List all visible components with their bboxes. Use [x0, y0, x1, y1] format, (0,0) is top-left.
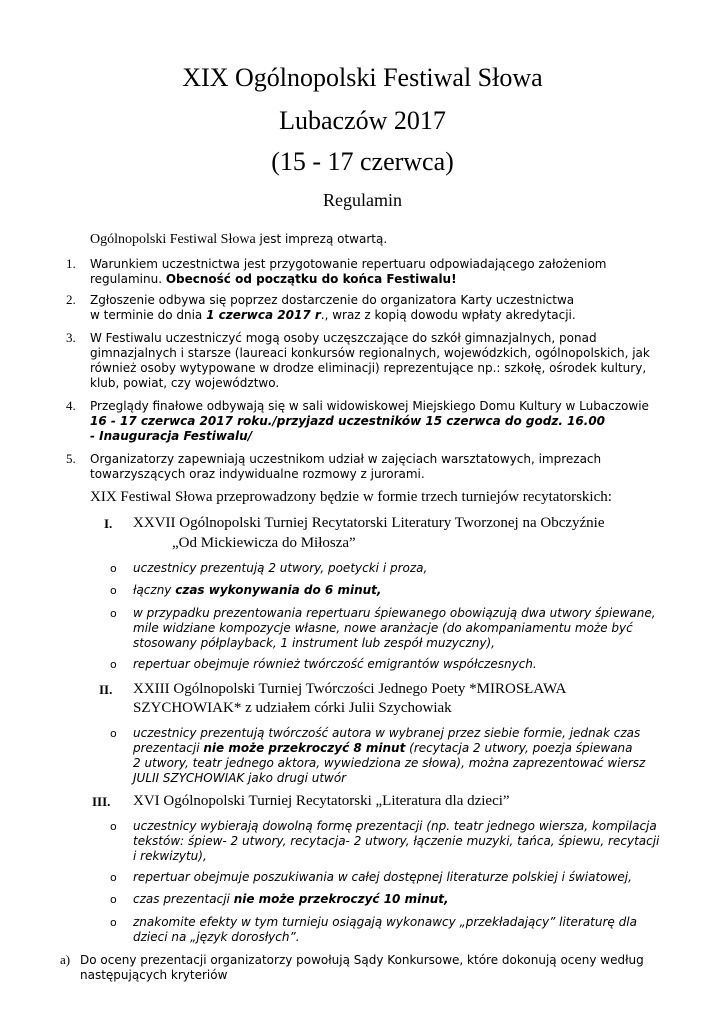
final-line-1: Do oceny prezentacji organizatorzy powołują Sądy Konkursowe, które dokonują oceny według: [80, 953, 644, 967]
rule-3-line-3: również osoby wytypowane w drodze eliminacji) reprezentujące np.: szkołę, ośrodek kultury,: [90, 361, 647, 375]
festival-name: XIX Festiwal Słowa: [90, 489, 213, 505]
s1-bullet-3-line-1: w przypadku prezentowania repertuaru śpiewanego obowiązują dwa utwory śpiewane,: [133, 606, 656, 620]
s1-bullet-4: repertuar obejmuje również twórczość emigrantów współczesnych.: [133, 657, 537, 671]
rule-3-line-2: gimnazjalnych i starsze (laureaci konkursów regionalnych, wojewódzkich, ogólnopolskich, jak: [90, 346, 650, 360]
subtitle: Regulamin: [323, 190, 402, 210]
s3-bullet-1-line-2: tekstów: śpiew- 2 utwory, recytacja- 2 utwory, łączenie muzyki, tańca, śpiewu, recytacji: [133, 834, 660, 848]
s3-bullet-3: czas prezentacji nie może przekroczyć 10 minut,: [133, 892, 449, 906]
section-1-title-line-2: „Od Mickiewicza do Miłosza”: [172, 535, 356, 551]
title-line-1: XIX Ogólnopolski Festiwal Słowa: [182, 63, 543, 92]
s1-bullet-1: uczestnicy prezentują 2 utwory, poetycki i proza,: [133, 561, 428, 575]
intro-festival-name: Ogólnopolski Festiwal Słowa: [90, 232, 256, 247]
rule-3-line-4: klub, powiat, czy województwo.: [90, 376, 280, 390]
s3-bullet-4-line-2: dzieci na „język dorosłych”.: [133, 930, 300, 944]
section-numeral: II.: [99, 682, 113, 697]
festival-rest: przeprowadzony będzie w formie trzech turniejów recytatorskich:: [212, 489, 612, 505]
rule-5-line-1: Organizatorzy zapewniają uczestnikom udział w zajęciach warsztatowych, imprezach: [90, 452, 602, 466]
section-numeral: I.: [104, 516, 113, 531]
rule-1-line-1: Warunkiem uczestnictwa jest przygotowanie repertuaru odpowiadającego założeniom: [90, 257, 607, 271]
bullet-icon: o: [110, 584, 117, 597]
s2-line-2: prezentacji nie może przekroczyć 8 minut (recytacja 2 utwory, poezja śpiewana: [133, 741, 633, 755]
bullet-icon: o: [110, 607, 117, 620]
rule-4-line-1: Przeglądy finałowe odbywają się w sali widowiskowej Miejskiego Domu Kultury w Lubaczowie: [90, 399, 649, 413]
rule-number: 2.: [66, 292, 76, 307]
s2-line-3: 2 utwory, teatr jednego aktora, wywiedziona ze słowa), można zaprezentować wiersz: [133, 756, 646, 770]
s1-bullet-3-line-2: mile widziane kompozycje własne, nowe aranżacje (do akompaniamentu może być: [133, 621, 633, 635]
title-line-3: (15 - 17 czerwca): [271, 147, 454, 176]
rule-number: 1.: [66, 256, 76, 271]
s1-bullet-3-line-3: stosowany półplayback, 1 instrument lub zespół muzyczny),: [133, 636, 495, 650]
bullet-icon: o: [110, 562, 117, 575]
intro-line: [90, 230, 387, 248]
rule-1-line-2: regulaminu. Obecność od początku do końca Festiwalu!: [90, 272, 457, 286]
bullet-icon: o: [110, 727, 117, 740]
s3-bullet-1-line-3: i rekwizytu),: [133, 849, 207, 863]
bullet-icon: o: [110, 871, 117, 884]
section-2-title-line-2: SZYCHOWIAK* z udziałem córki Julii Szychowiak: [133, 700, 452, 716]
rule-number: 3.: [66, 330, 76, 345]
s3-bullet-2: repertuar obejmuje poszukiwania w całej dostępnej literaturze polskiej i światowej,: [133, 870, 632, 884]
section-3-title: XVI Ogólnopolski Turniej Recytatorski „Literatura dla dzieci”: [133, 793, 510, 809]
rule-number: 5.: [66, 451, 76, 466]
s1-bullet-2: łączny czas wykonywania do 6 minut,: [133, 583, 382, 597]
s2-line-4: JULII SZYCHOWIAK jako drugi utwór: [133, 771, 347, 785]
s2-line-1: uczestnicy prezentują twórczość autora w wybranej przez siebie formie, jednak czas: [133, 726, 641, 740]
bullet-icon: o: [110, 893, 117, 906]
festival-line: [90, 489, 612, 506]
bullet-icon: o: [110, 820, 117, 833]
rule-3-line-1: W Festiwalu uczestniczyć mogą osoby uczęszczające do szkół gimnazjalnych, ponad: [90, 331, 597, 345]
section-numeral: III.: [92, 794, 111, 809]
section-2-title-line-1: XXIII Ogólnopolski Turniej Twórczości Jednego Poety *MIROSŁAWA: [133, 681, 567, 697]
rule-4-line-2: 16 - 17 czerwca 2017 roku./przyjazd uczestników 15 czerwca do godz. 16.00: [90, 414, 606, 428]
rule-number: 4.: [66, 398, 76, 413]
bullet-icon: o: [110, 916, 117, 929]
section-1-title-line-1: XXVII Ogólnopolski Turniej Recytatorski Literatury Tworzonej na Obczyźnie: [133, 515, 605, 531]
final-letter: a): [60, 952, 71, 967]
rule-2-line-1: Zgłoszenie odbywa się poprzez dostarczenie do organizatora Karty uczestnictwa: [90, 293, 575, 307]
s3-bullet-1-line-1: uczestnicy wybierają dowolną formę prezentacji (np. teatr jednego wiersza, kompilacja: [133, 819, 657, 833]
rule-5-line-2: towarzyszących oraz indywidualne rozmowy z jurorami.: [90, 467, 425, 481]
final-line-2: następujących kryteriów: [80, 968, 228, 982]
rule-2-line-2: w terminie do dnia 1 czerwca 2017 r., wraz z kopią dowodu wpłaty akredytacji.: [90, 308, 576, 322]
s3-bullet-4-line-1: znakomite efekty w tym turnieju osiągają wykonawcy „przekładający” literaturę dla: [133, 915, 637, 929]
rule-4-line-3: - Inauguracja Festiwalu/: [90, 429, 253, 443]
title-line-2: Lubaczów 2017: [279, 106, 446, 135]
intro-rest: jest imprezą otwartą.: [255, 232, 388, 246]
bullet-icon: o: [110, 658, 117, 671]
